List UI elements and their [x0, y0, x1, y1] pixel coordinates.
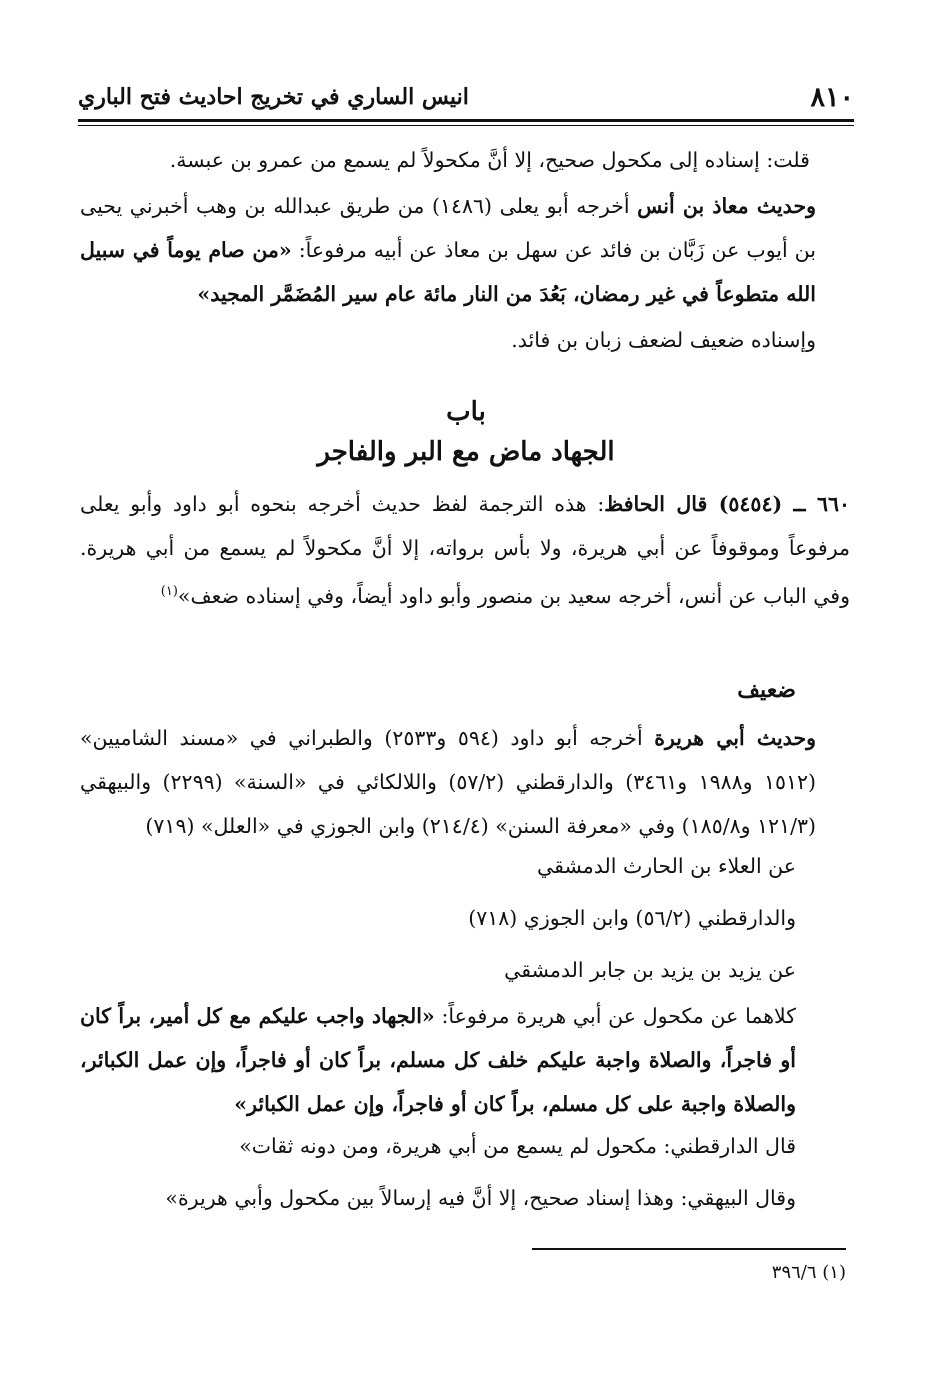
paragraph-10: قال الدارقطني: مكحول لم يسمع من أبي هريرة، ومن دونه ثقات»: [239, 1134, 796, 1158]
bab-label: باب: [446, 397, 486, 427]
paragraph-7: والدارقطني (٥٦/٢) وابن الجوزي (٧١٨): [468, 906, 796, 930]
paragraph-6: عن العلاء بن الحارث الدمشقي: [537, 854, 796, 878]
header-rule-thin: [78, 125, 854, 126]
paragraph-8: عن يزيد بن يزيد بن جابر الدمشقي: [504, 958, 796, 982]
hadith-lead: وحديث معاذ بن أنس: [637, 194, 817, 218]
paragraph-5: [80, 716, 816, 848]
hadith-number-lead: ٦٦٠ ــ (٥٤٥٤) قال الحافظ: [604, 492, 851, 516]
paragraph-5-text: أخرجه أبو داود (٥٩٤ و٢٥٣٣) والطبراني في «مسند الشاميين» (١٥١٢ و١٩٨٨ و٣٤٦١) والدارقطني (٥٧/٢) واللالكائي في «السنة» (٢٢٩٩) والبيهقي (١٢١/٣ و١٨٥/٨) وفي «معرفة السنن» (٢١٤/٤) وابن الجوزي في «العلل» (٧١٩): [80, 726, 816, 838]
paragraph-9-text: كلاهما عن مكحول عن أبي هريرة مرفوعاً:: [434, 1004, 796, 1028]
footnote: (١) ٣٩٦/٦: [771, 1262, 846, 1283]
page-header: [78, 80, 854, 120]
hadith-lead-2: وحديث أبي هريرة: [654, 726, 817, 750]
bab-title: الجهاد ماض مع البر والفاجر: [317, 437, 615, 467]
header-rule-thick: [78, 119, 854, 122]
paragraph-2-text: أخرجه أبو يعلى (١٤٨٦) من طريق عبدالله بن وهب أخبرني يحيى بن أيوب عن زَبَّان بن فائد عن سهل بن معاذ عن أبيه مرفوعاً:: [80, 194, 816, 262]
paragraph-2: [80, 184, 816, 316]
hadith-quote: «من صام يوماً في سبيل الله متطوعاً في غير رمضان، بَعُدَ من النار مائة عام سير المُضَمَّر المجيد»: [80, 238, 816, 306]
paragraph-11: وقال البيهقي: وهذا إسناد صحيح، إلا أنَّ فيه إرسالاً بين مكحول وأبي هريرة»: [165, 1186, 796, 1210]
footnote-rule: [532, 1248, 846, 1250]
paragraph-9: [80, 994, 796, 1126]
hadith-quote-2: «الجهاد واجب عليكم مع كل أمير، براً كان أو فاجراً، والصلاة واجبة عليكم خلف كل مسلم، براً كان أو فاجراً، وإن عمل الكبائر، والصلاة واجبة على كل مسلم، براً كان أو فاجراً، وإن عمل الكبائر»: [80, 1004, 796, 1116]
paragraph-3: وإسناده ضعيف لضعف زبان بن فائد.: [511, 328, 816, 352]
running-title: انيس الساري في تخريج احاديث فتح الباري: [78, 84, 469, 110]
paragraph-1: قلت: إسناده إلى مكحول صحيح، إلا أنَّ مكحولاً لم يسمع من عمرو بن عبسة.: [169, 148, 810, 172]
paragraph-4: [80, 482, 850, 618]
paragraph-4-text: : هذه الترجمة لفظ حديث أخرجه بنحوه أبو داود وأبو يعلى مرفوعاً وموقوفاً عن أبي هريرة، ولا بأس برواته، إلا أنَّ مكحولاً لم يسمع من أبي هريرة. وفي الباب عن أنس، أخرجه سعيد بن منصور وأبو داود أيضاً، وفي إسناده ضعف»: [80, 492, 850, 608]
grade-label: ضعيف: [737, 677, 796, 703]
page-number: ٨١٠: [810, 82, 854, 113]
footnote-ref: (١): [160, 584, 178, 599]
